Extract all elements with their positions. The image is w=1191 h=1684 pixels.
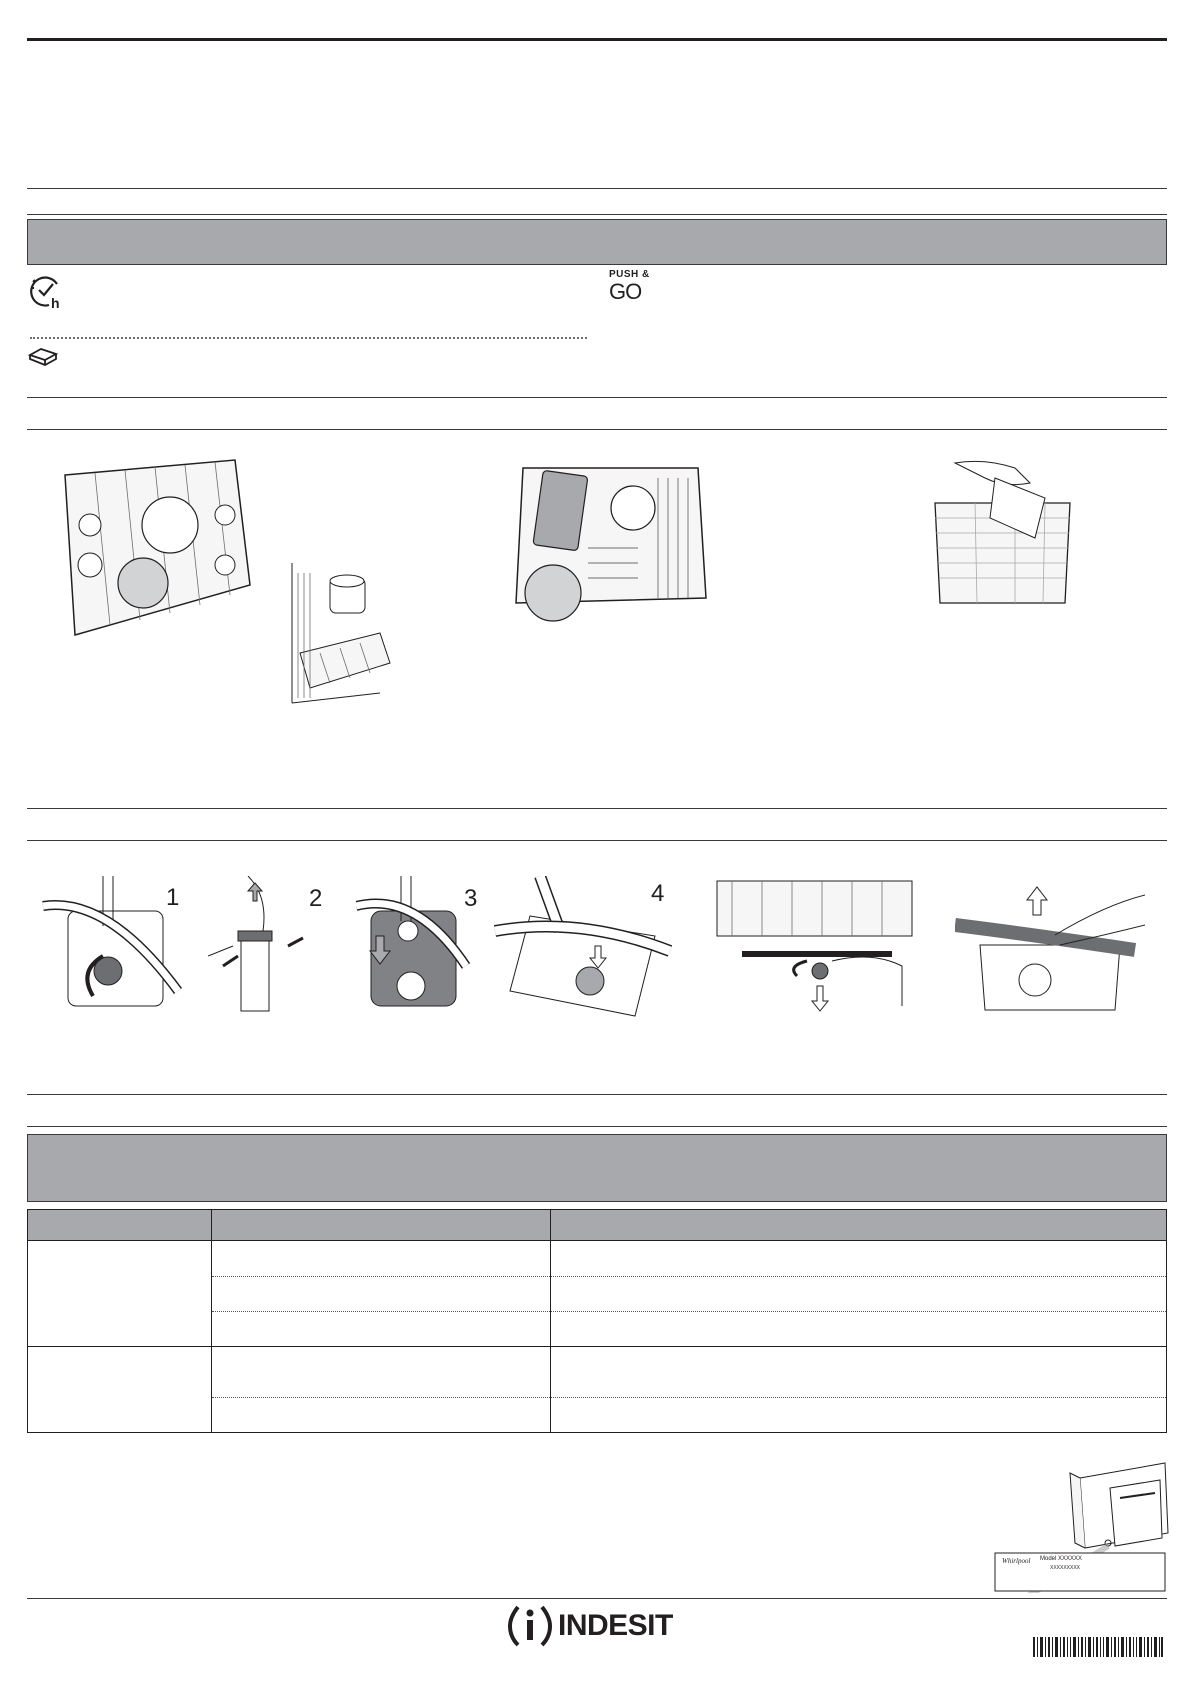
table-cell xyxy=(551,1398,1167,1433)
troubleshooting-header-band xyxy=(27,1134,1167,1202)
step-number-3: 3 xyxy=(464,885,478,912)
push-go-label: PUSH & xyxy=(609,269,650,280)
table-cell xyxy=(212,1277,551,1312)
upper-basket-illustration xyxy=(508,458,713,648)
rating-model-text: Model XXXXXX xyxy=(1040,1556,1083,1562)
svg-text:h: h xyxy=(51,295,60,310)
lower-basket-illustration xyxy=(55,455,260,645)
section-header-band xyxy=(27,219,1167,265)
section-rule-2 xyxy=(27,214,1167,215)
barcode-icon xyxy=(1033,1637,1163,1657)
table-cell xyxy=(551,1241,1167,1277)
section-rule-6 xyxy=(27,840,1167,841)
rating-brand-text: Whirlpool xyxy=(1002,1557,1031,1565)
go-text: GO xyxy=(609,279,642,304)
table-cell xyxy=(551,1347,1167,1398)
delay-clock-icon xyxy=(27,272,65,310)
table-cell xyxy=(212,1241,551,1277)
table-cell xyxy=(551,1312,1167,1347)
top-rule xyxy=(27,38,1167,41)
table-cell xyxy=(551,1277,1167,1312)
section-rule-8 xyxy=(27,1126,1167,1127)
table-cell xyxy=(212,1312,551,1347)
spray-arm-refit-step-4 xyxy=(490,876,675,1021)
table-row xyxy=(28,1347,1167,1398)
dishwasher-rating-plate-illustration xyxy=(990,1458,1170,1593)
cutlery-basket-illustration xyxy=(915,458,1085,608)
table-cell xyxy=(28,1347,212,1433)
table-row xyxy=(28,1241,1167,1277)
indesit-logo xyxy=(508,1603,688,1651)
table-cell xyxy=(212,1398,551,1433)
section-rule-3 xyxy=(27,397,1167,398)
filter-removal-step-2 xyxy=(208,876,308,1016)
push-go-icon xyxy=(607,269,653,305)
tablet-icon xyxy=(27,346,59,368)
lower-spray-arm-removal xyxy=(955,885,1145,1015)
rating-code-text: XXXXXXXXX xyxy=(1050,1565,1081,1571)
upper-spray-arm-removal xyxy=(712,876,922,1016)
table-cell xyxy=(28,1241,212,1347)
indesit-logo-text: INDESIT xyxy=(558,1609,673,1642)
dotted-separator xyxy=(30,337,587,339)
filter-replace-step-3 xyxy=(356,876,471,1016)
step-number-1: 1 xyxy=(166,884,180,911)
section-rule-4 xyxy=(27,429,1167,430)
section-rule-1 xyxy=(27,188,1167,189)
step-number-4: 4 xyxy=(651,880,665,907)
section-rule-5 xyxy=(27,808,1167,809)
footer-rule xyxy=(27,1598,1167,1599)
table-header-row xyxy=(28,1210,1167,1241)
header-cell-cause xyxy=(212,1210,551,1241)
indesit-logo-symbol xyxy=(508,1603,552,1649)
header-cell-solution xyxy=(551,1210,1167,1241)
section-rule-7 xyxy=(27,1094,1167,1095)
spray-arm-step-1 xyxy=(38,876,183,1011)
step-number-2: 2 xyxy=(309,885,323,912)
troubleshooting-table xyxy=(27,1209,1167,1433)
header-cell-problem xyxy=(28,1210,212,1241)
foldable-rack-illustration xyxy=(290,553,395,708)
table-cell xyxy=(212,1347,551,1398)
